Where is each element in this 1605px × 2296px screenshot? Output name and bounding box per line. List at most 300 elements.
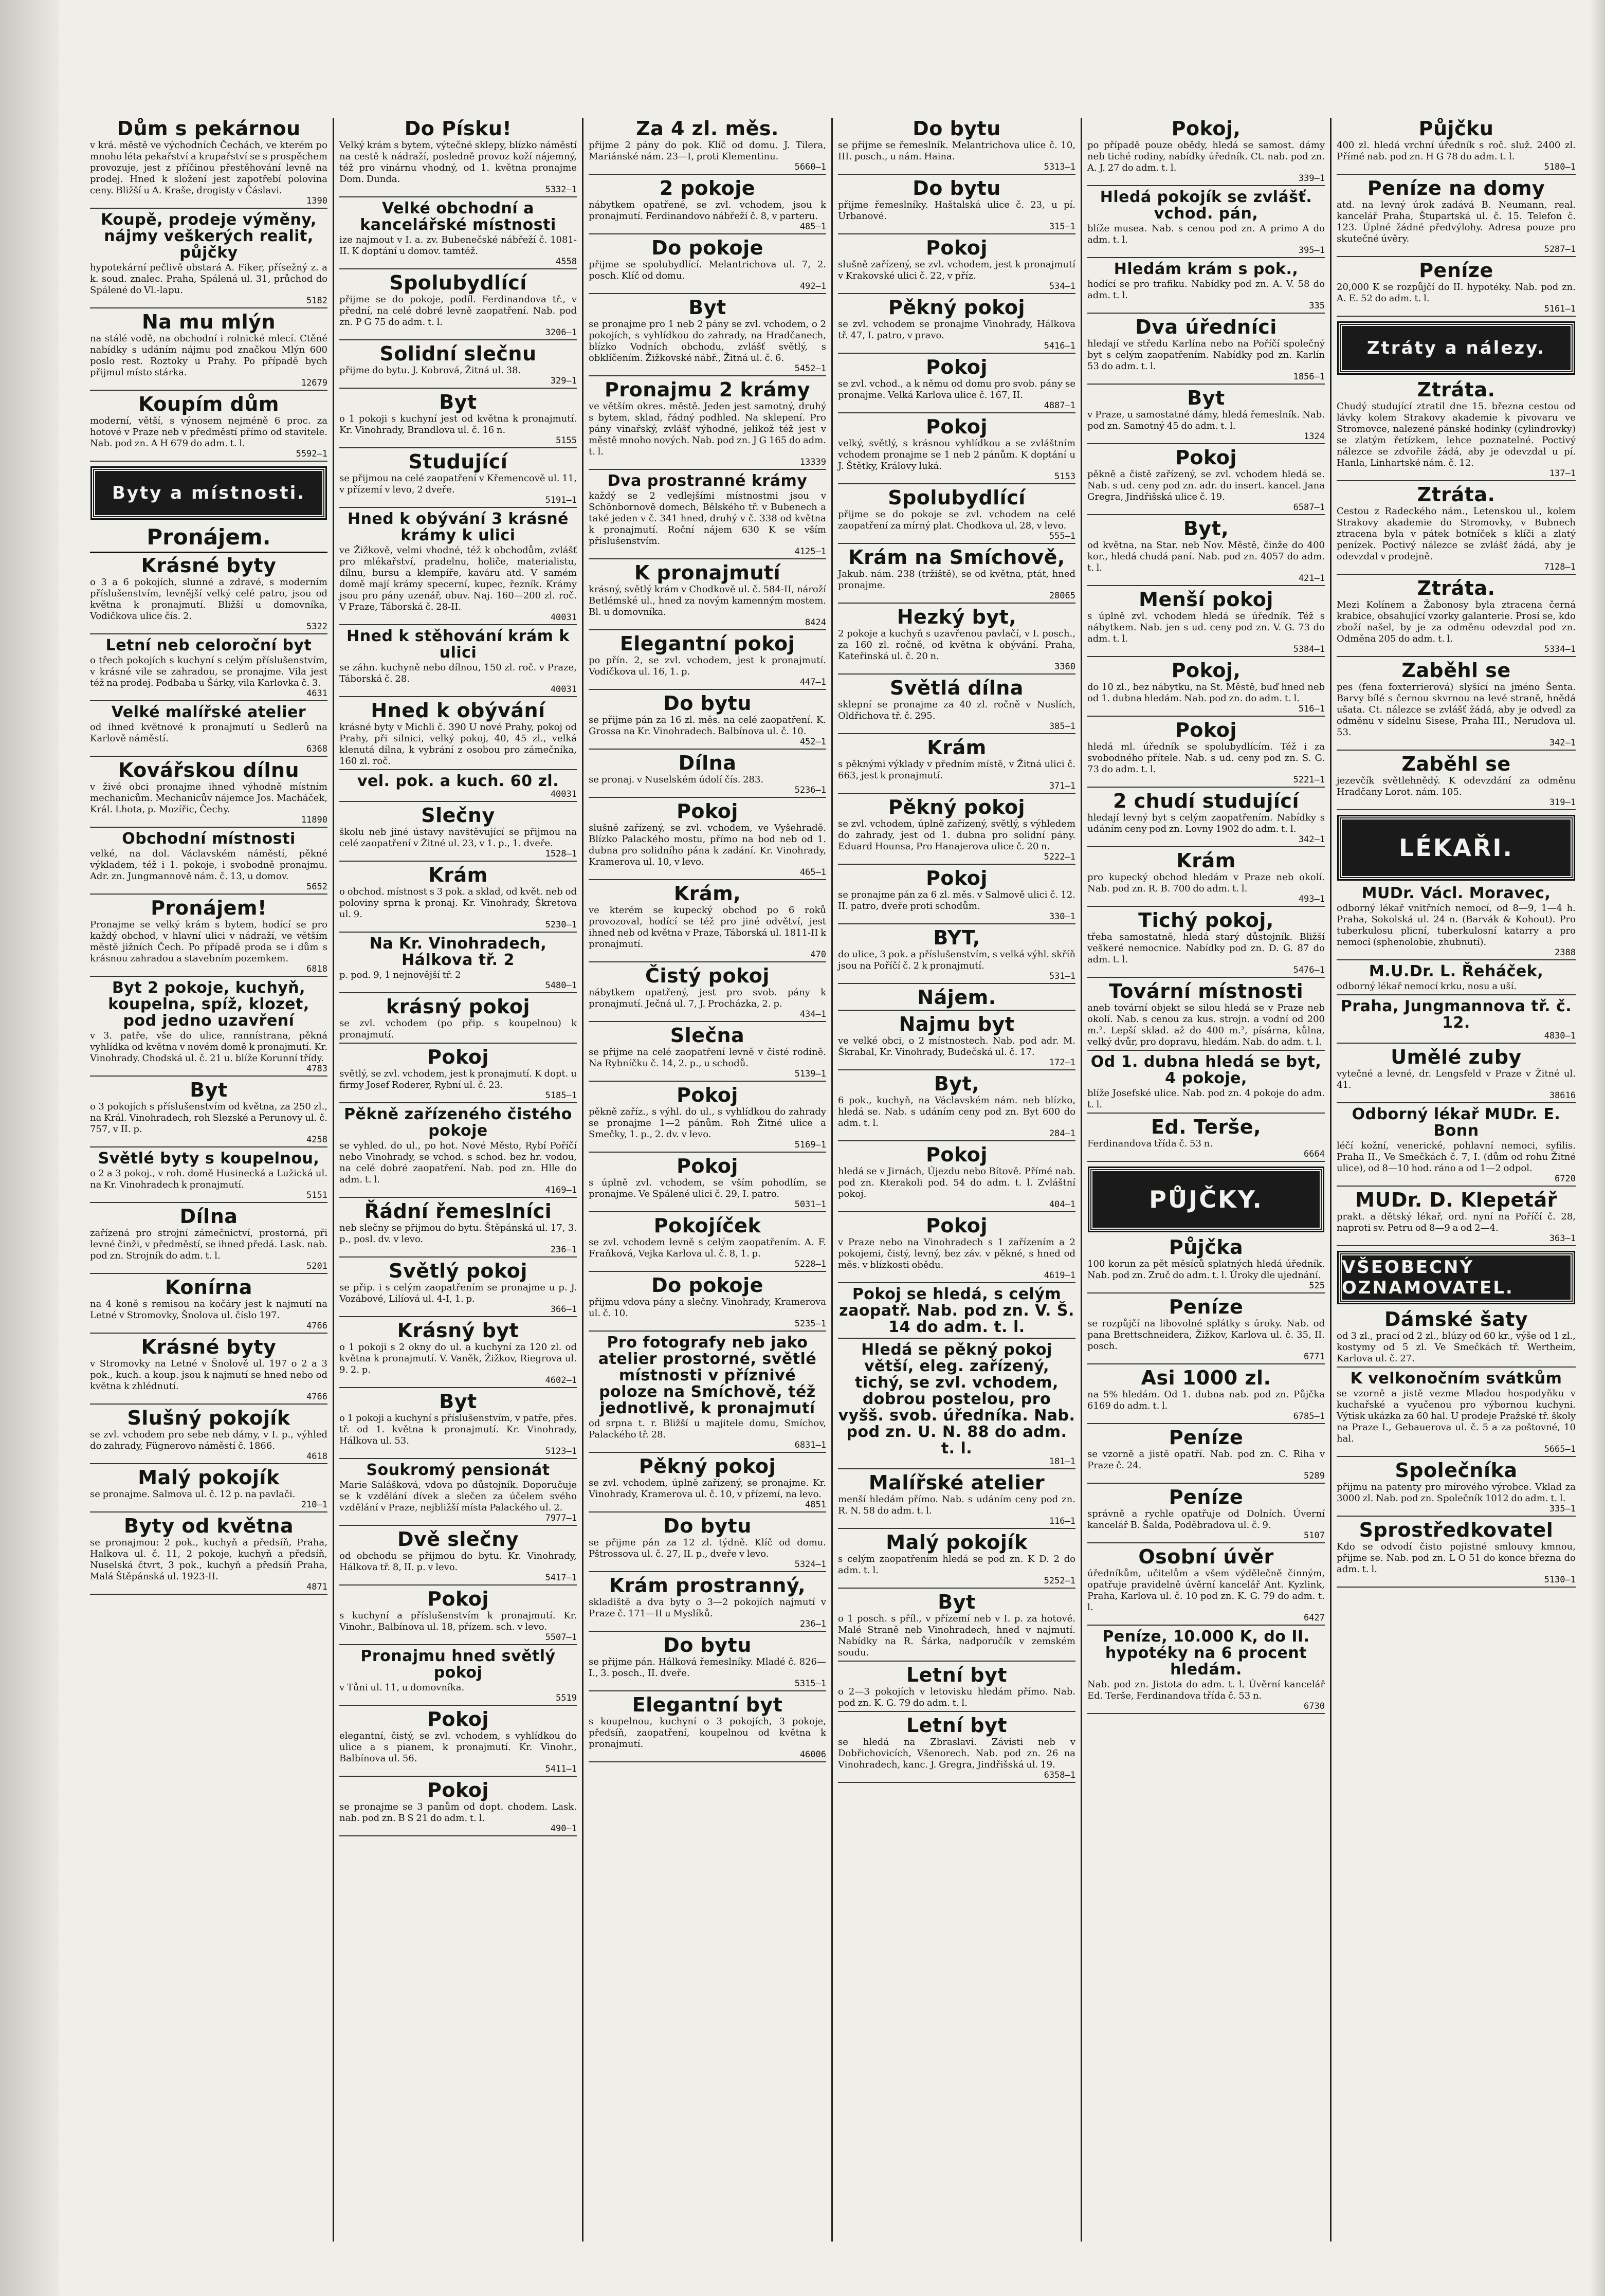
ad-divider (838, 1468, 1075, 1469)
ad-reference-number: 6730 (1304, 1701, 1325, 1711)
ad-body: se rozpůjčí na libovolné splátky s úroky. Nab. od pana Brettschneidera, Žižkov, Karlova ul. č. 35, II. posch. (1087, 1318, 1325, 1352)
ad-body: se záhn. kuchyně nebo dílnou, 150 zl. roč. v Praze, Táborská č. 28. (339, 662, 577, 684)
ad-title: Peníze, 10.000 K, do II. hypotéky na 6 procent hledám. (1102, 1628, 1310, 1679)
ad-body: sklepní se pronajme za 40 zl. ročně v Nuslích, Oldřichova tř. č. 295. (838, 699, 1075, 721)
classified-ad (838, 297, 1075, 354)
classified-ad (838, 238, 1075, 294)
classified-ad (589, 801, 826, 880)
ad-reference-number: 4169—1 (545, 1185, 577, 1195)
ad-title: Zaběhl se (1401, 659, 1511, 682)
classified-ad (339, 1462, 577, 1526)
ad-body: 100 korun za pět měsíců splatných hledá úředník. Nab. pod zn. Zruč do adm. t. l. Úroky dle ujednání. (1087, 1259, 1325, 1281)
ad-body: s úplně zvl. vchodem hledá se úředník. Též s nábytkem. Nab. jen s ud. ceny pod zn. V. G. 73 do adm. t. l. (1087, 611, 1325, 644)
ad-divider (339, 769, 577, 770)
ad-title: Krám (927, 736, 987, 759)
classified-ad (1337, 1047, 1576, 1103)
ad-title: Krám (428, 864, 488, 886)
ad-divider (90, 1404, 327, 1405)
ad-body: pes (fena foxterrierová) slyšící na jméno Šenta. Barvy bílé s černou skvrnou na levé straně, hnědá ušata. Ct. nálezce se zvlášť žádá, aby je odvedl za odměnu v sídelnu Sisese, Praha III., Nerudova ul. 53. (1337, 682, 1576, 738)
ad-body: o 1 pokoji s kuchyní jest od května k pronajmutí. Kr. Vinohrady, Brandlova ul. č. 16 n. (339, 413, 577, 435)
ad-reference-number: 7128—1 (1544, 562, 1576, 572)
ad-reference-number: 4631 (306, 688, 327, 699)
ad-body: se pronajme pán za 6 zl. měs. v Salmově ulici č. 12. II. patro, dveře proti schodům. (838, 889, 1075, 912)
ad-divider (589, 1511, 826, 1513)
ad-body: Mezi Kolínem a Žabonosy byla ztracena černá krabice, obsahující vzorky galanterie. Prosí se, kdo zboží našel, by je za odměnu odevzdal pod zn. Odměna 205 do adm. t. l. (1337, 599, 1576, 644)
ad-reference-number: 236—1 (799, 1619, 826, 1629)
ad-body: v Praze nebo na Vinohradech s 1 zařízením a 2 pokojemi, čistý, levný, bez záv. v pěkné, s hned od měs. v blízkosti obědu. (838, 1237, 1075, 1270)
ad-body: atd. na levný úrok zadává B. Neumann, real. kancelář Praha, Štupartská ul. č. 15. Telefon č. 123. Úplné žádné předvýlohy. Adresa pouze pro skutečné úvěry. (1337, 199, 1576, 244)
ad-divider (589, 1452, 826, 1453)
ad-divider (90, 1146, 327, 1147)
ad-title: Dámské šaty (1384, 1308, 1528, 1331)
ad-title: Pokoj (1175, 446, 1237, 469)
classified-ad (838, 868, 1075, 924)
ad-reference-number: 4783 (306, 1064, 327, 1074)
ad-body: Kdo se odvodí čisto pojistné smlouvy kmnou, přijme se. Nab. pod zn. L O 51 do konce března do adm. t. l. (1337, 1541, 1576, 1575)
ad-title: Krásný byt (397, 1319, 519, 1342)
ad-title: Pokoj, (1171, 118, 1241, 140)
ad-title: Osobní úvěr (1138, 1545, 1274, 1568)
classified-ad (838, 987, 1075, 1011)
ad-divider (589, 1690, 826, 1691)
classified-ad (339, 343, 577, 389)
ad-body: 400 zl. hledá vrchní úředník s roč. služ. 2400 zl. Přímé nab. pod zn. H G 78 do adm. t. l. (1337, 140, 1576, 162)
ad-title: Pokoj (926, 356, 988, 378)
ad-title: Hezký byt, (897, 606, 1017, 628)
classified-ad (589, 238, 826, 294)
ad-title: Malý pokojík (886, 1531, 1028, 1554)
ad-divider (1087, 585, 1325, 586)
ad-body: se zvl. vchodem (po přip. s koupelnou) k pronajmutí. (339, 1018, 577, 1040)
ad-title: Ztráta. (1417, 483, 1495, 506)
classified-ad (1337, 754, 1576, 810)
ad-divider (589, 469, 826, 470)
ad-title: Slečny (421, 804, 495, 827)
ad-title: Velké malířské atelier (111, 703, 306, 721)
ad-title: Nájem. (917, 986, 996, 1009)
ad-body: pěkně a čistě zařízený, se zvl. vchodem hledá se. Nab. s ud. ceny pod zn. adr. do insert. kancel. Jana Gregra, Jindřišská ulice č. 19. (1087, 469, 1325, 502)
ad-body: moderní, větší, s výnosem nejméně 6 proc. za hotové v Praze neb v předměstí přímo od stavitele. Nab. pod zn. A H 679 do adm. t. l. (90, 415, 327, 449)
ad-reference-number: 6587—1 (1293, 502, 1325, 513)
ad-reference-number: 2388 (1555, 947, 1576, 958)
ad-body: krásný, světlý krám v Chodkově ul. č. 584-II, nároží Betlémské ul., hned za novým kamenným mostem. Bl. u domovníka. (589, 584, 826, 617)
ad-title: Koupě, prodeje výměny, nájmy veškerých realit, půjčky (101, 211, 317, 262)
ad-reference-number: 404—1 (1049, 1199, 1075, 1210)
ad-title: Pokoj (677, 1084, 738, 1106)
ad-divider (339, 1256, 577, 1258)
ad-reference-number: 5182 (306, 296, 327, 306)
section-banner: VŠEOBECNÝ OZNAMOVATEL. (1339, 1252, 1574, 1303)
ad-body: ve větším okres. městě. Jeden jest samotný, druhý s bytem, sklad, řádný podhled. Na sklepení. Pro pány vinařský, zvlášť výhodné, jelikož též jest v městě mnoho nových. Nab. pod zn. J G 165 do adm. t. l. (589, 401, 826, 457)
ad-title: Hned k obývání 3 krásné krámy k ulici (347, 510, 569, 544)
classified-ad (1087, 1629, 1325, 1714)
ad-reference-number: 490—1 (550, 1824, 577, 1834)
ad-title: Tovární místnosti (1108, 980, 1304, 1003)
ad-title: Pokoj (926, 236, 988, 259)
ad-body: o 3 a 6 pokojích, slunné a zdravé, s moderním příslušenstvím, levnější velký celé patro, jsou od května k pronajmutí. Bližší u domovníka, Vodičkova ulice čís. 2. (90, 577, 327, 622)
ad-body: ize najmout v I. a. zv. Bubenečské nábřeží č. 1081-II. K doptání u domov. tamtéž. (339, 234, 577, 257)
ad-title: Dva prostranné krámy (607, 472, 808, 490)
ad-title: Dílna (179, 1205, 238, 1228)
ad-title: M.U.Dr. L. Řeháček, (1369, 962, 1544, 980)
ad-reference-number: 6785—1 (1293, 1411, 1325, 1422)
ad-divider (339, 1835, 577, 1836)
section-banner: LÉKAŘI. (1339, 816, 1574, 879)
ad-divider (339, 1705, 577, 1706)
ad-divider (589, 1271, 826, 1272)
ad-reference-number: 342—1 (1549, 738, 1576, 748)
ad-body: světlý, se zvl. vchodem, jest k pronajmutí. K dopt. u firmy Josef Roderer, Rybní ul. č. 23. (339, 1068, 577, 1090)
classified-ad (1087, 910, 1325, 978)
ad-body: o 2—3 pokojích v letovisku hledám přímo. Nab. pod zn. K. G. 79 do adm. t. l. (838, 1686, 1075, 1708)
ad-title: Zaběhl se (1401, 753, 1511, 775)
ad-title: Pokoj (926, 867, 988, 889)
ad-divider (838, 1140, 1075, 1141)
ad-body: o třech pokojích s kuchyní s celým příslušenstvím, v krásné vile se zahradou, se pronajme. Vila jest též na prodej. Podbaba u Šárky, vila Karlovka č. 3. (90, 655, 327, 688)
ad-body: hodící se pro trafiku. Nabídky pod zn. A. V. 58 do adm. t. l. (1087, 279, 1325, 301)
ad-divider (1337, 256, 1576, 257)
ad-reference-number: 40031 (550, 612, 577, 623)
ad-body: od 3 zl., prací od 2 zl., blúzy od 60 kr., výše od 1 zl., kostymy od 5 zl. Ve Smečkách tř. Wertheim, Karlova ul. č. 27. (1337, 1331, 1576, 1364)
ad-reference-number: 5592—1 (296, 449, 327, 459)
ad-body: Ferdinandova třída č. 53 n. (1087, 1138, 1213, 1149)
classified-ad (339, 700, 577, 770)
ad-title: Peníze (1419, 259, 1493, 282)
ad-body: Velký krám s bytem, výtečné sklepy, blízko náměstí na cestě k nádraží, posledně provoz koží nájemný, též pro vinárnu vhodný, od 1. května pronajme Dom. Dunda. (339, 140, 577, 185)
ad-divider (339, 1043, 577, 1044)
ad-divider (589, 1081, 826, 1082)
ad-title: Krám, (673, 882, 741, 905)
ad-title: Ztráta. (1417, 577, 1495, 599)
ad-body: 2 pokoje a kuchyň s uzavřenou pavlačí, v I. posch., za 160 zl. ročně, od května k obývání. Praha, Kateřinská ul. č. 20 n. (838, 628, 1075, 662)
classified-ad (1087, 1297, 1325, 1364)
ad-divider (1337, 1245, 1576, 1246)
classified-ad (1087, 388, 1325, 444)
ad-reference-number: 5252—1 (1044, 1576, 1075, 1586)
classified-ad (1087, 720, 1325, 788)
ad-divider (1087, 313, 1325, 314)
classified-ad (1337, 1520, 1576, 1588)
ad-title: Odborný lékař MUDr. E. Bonn (1352, 1105, 1561, 1140)
ad-divider (1337, 1456, 1576, 1457)
ad-reference-number: 5155 (556, 435, 577, 446)
ad-reference-number: 4125—1 (794, 546, 826, 557)
ad-divider (589, 1631, 826, 1632)
ad-body: odborný lékař nemocí krku, nosu a uší. (1337, 981, 1517, 992)
classified-ad (589, 753, 826, 798)
ad-reference-number: 1390 (306, 196, 327, 206)
ad-body: v krá. městě ve východních Čechách, ve kterém po mnoho léta pekařství a krupařství se s prospěchem provozuje, jest z příčinou přestěhování levně na prodej. Hned k složení jest zapotřebí polovina ceny. Bližší u A. Kraše, drogisty v Čáslavi. (90, 140, 327, 196)
ad-body: se zvl. vchodem pro sebe neb dámy, v I. p., výhled do zahrady, Fügnerovo náměstí č. 1866. (90, 1429, 327, 1451)
ad-divider (1087, 656, 1325, 657)
ad-divider (1087, 1363, 1325, 1364)
ad-divider (1337, 809, 1576, 810)
classified-ad (589, 883, 826, 962)
ad-title: Obchodní místnosti (122, 830, 296, 848)
ad-reference-number: 4602—1 (545, 1375, 577, 1386)
classified-ad (589, 379, 826, 470)
ad-divider (1337, 574, 1576, 575)
classified-ad (589, 562, 826, 630)
classified-ad (838, 547, 1075, 604)
ad-divider (339, 1525, 577, 1526)
ad-title: MUDr. Václ. Moravec, (1361, 884, 1551, 902)
ad-title: Byty od května (123, 1515, 294, 1537)
ad-title: Slušný pokojík (127, 1407, 290, 1429)
ad-reference-number: 366—1 (550, 1304, 577, 1315)
ad-body: blíže musea. Nab. s cenou pod zn. A primo A do adm. t. l. (1087, 223, 1325, 245)
classified-ad (339, 628, 577, 697)
ad-reference-number: 5185—1 (545, 1090, 577, 1101)
ad-title: Společníka (1395, 1459, 1518, 1482)
classified-ad (1087, 850, 1325, 907)
ad-title: Pěkný pokoj (639, 1455, 776, 1478)
ad-title: Letní byt (906, 1664, 1008, 1686)
ad-body: přijme se do pokoje se zvl. vchodem na celé zaopatření za mírný plat. Chodkova ul. 28, v levo. (838, 509, 1075, 531)
ad-body: se přijmou na celé zaopatření v Křemencově ul. 11, v přízemí v levo, 2 dveře. (339, 473, 577, 495)
classified-ad (589, 1275, 826, 1332)
ad-body: Nab. pod zn. Jistota do adm. t. l. Úvěrní kancelář Ed. Terše, Ferdinandova třída č. 53 n. (1087, 1679, 1325, 1701)
ad-reference-number: 1856—1 (1293, 372, 1325, 382)
classified-ad (589, 118, 826, 175)
ad-divider (838, 543, 1075, 544)
ad-reference-number: 5334—1 (1544, 644, 1576, 654)
ad-title: Řádní řemeslníci (364, 1200, 552, 1223)
ad-reference-number: 5201 (306, 1261, 327, 1271)
ad-reference-number: 485—1 (799, 222, 826, 232)
ad-body: s pěknými výklady v předním místě, v Žitná ulici č. 663, jest k pronajmutí. (838, 759, 1075, 781)
ad-title: Do bytu (913, 177, 1001, 199)
classified-ad (838, 797, 1075, 865)
ad-body: Marie Salášková, vdova po důstojník. Doporučuje se k vzdělání dívek a slečen za účelem svého vzdělání v Praze, nejbližší místa Palackého ul. 2. (339, 1480, 577, 1513)
ad-title: 2 chudí studující (1113, 790, 1299, 812)
ad-divider (1337, 1587, 1576, 1588)
ad-body: po případě pouze obědy, hledá se samost. dámy neb tiché rodiny, nabídky úředník. Ct. nab. pod zn. A. J. 27 do adm. t. l. (1087, 140, 1325, 173)
ad-divider (838, 293, 1075, 294)
ad-title: BYT, (933, 926, 980, 949)
ad-body: nábytkem opatřený, jest pro svob. pány k pronajmutí. Ječná ul. 7, J. Procházka, 2. p. (589, 987, 826, 1009)
ad-reference-number: 330—1 (1049, 912, 1075, 922)
ad-reference-number: 5384—1 (1293, 644, 1325, 654)
classified-ad (339, 1589, 577, 1645)
classified-ad (339, 272, 577, 340)
classified-ad (589, 1215, 826, 1272)
ad-divider (838, 1338, 1075, 1339)
classified-ad (838, 1014, 1075, 1070)
ad-title: Soukromý pensionát (366, 1461, 550, 1479)
ad-divider (838, 483, 1075, 484)
ad-title: Byt, (934, 1072, 980, 1095)
classified-ad (589, 1516, 826, 1572)
ad-divider (90, 390, 327, 391)
ad-body: vytečné a levné, dr. Lengsfeld v Praze v Žitné ul. 41. (1337, 1068, 1576, 1090)
classified-ad (838, 178, 1075, 234)
ad-title: Peníze (1169, 1486, 1244, 1508)
ad-divider (1087, 257, 1325, 258)
ad-divider (1337, 1366, 1576, 1368)
ad-title: Hledám krám s pok., (1114, 260, 1299, 278)
ad-body: se zvl. vchodem se pronajme Vinohrady, Hálkova tř. 47, I. patro, v pravo. (838, 319, 1075, 341)
ad-title: Sprostředkovatel (1359, 1519, 1554, 1541)
ad-divider (90, 1202, 327, 1203)
ad-divider (90, 633, 327, 634)
ad-divider (589, 1331, 826, 1332)
classified-ad (90, 1516, 327, 1595)
ad-divider (838, 353, 1075, 354)
ad-reference-number: 5151 (306, 1190, 327, 1200)
ad-reference-number: 5130—1 (1544, 1575, 1576, 1585)
ad-title: Do pokoje (651, 236, 763, 259)
ad-body: neb slečny se přijmou do bytu. Štěpánská ul. 17, 3. p., posl. dv. v levo. (339, 1223, 577, 1245)
page-edge-shadow-right (1590, 0, 1605, 2296)
ad-reference-number: 137—1 (1549, 468, 1576, 479)
ad-title: Elegantní byt (632, 1693, 783, 1716)
ad-divider (838, 1661, 1075, 1662)
ad-divider (838, 733, 1075, 734)
column-1 (85, 118, 334, 2242)
ad-title: Na Kr. Vinohradech, Hálkova tř. 2 (369, 935, 547, 969)
ad-title: Dům s pekárnou (117, 118, 301, 140)
classified-ad (589, 178, 826, 234)
ad-divider (1087, 1542, 1325, 1543)
ad-body: každý se 2 vedlejšími místnostmi jsou v Schönbornově domech, Bělského tř. v Bubenech a také jeden v č. 341 hned, druhý v č. 338 od května k pronajmutí. Roční nájem 630 K se vším příslušenstvím. (589, 490, 826, 546)
classified-ad (838, 487, 1075, 544)
classified-ad (339, 996, 577, 1044)
ad-body: se pronajme. Salmova ul. č. 12 p. na pavlači. (90, 1489, 296, 1500)
ad-body: s koupelnou, kuchyní o 3 pokojích, 3 pokoje, předsíň, zaopatření, koupelnou od května k pronajmutí. (589, 1716, 826, 1750)
ad-title: Velké obchodní a kancelářské místnosti (360, 199, 556, 234)
ad-body: se zvl. vchod., a k němu od domu pro svob. pány se pronajme. Velká Karlova ulice č. 167, II. (838, 378, 1075, 400)
ad-reference-number: 8424 (805, 617, 826, 628)
ad-reference-number: 5222—1 (1044, 852, 1075, 862)
column-6 (1332, 118, 1581, 2242)
ad-body: o obchod. místnost s 3 pok. a sklad, od květ. neb od poloviny sprna k pronaj. Kr. Vinohrady, Škretova ul. 9. (339, 886, 577, 920)
ad-body: se přip. i s celým zaopatřením se pronajme u p. J. Vozábové, Lilíová ul. 4-I, 1. p. (339, 1282, 577, 1304)
ad-divider (1337, 1043, 1576, 1044)
ad-title: Do Písku! (404, 118, 512, 140)
ad-divider (838, 603, 1075, 604)
ad-title: Byt (190, 1079, 228, 1101)
ad-reference-number: 531—1 (1049, 971, 1075, 981)
classified-ad (339, 1047, 577, 1103)
section-heading: Pronájem. (90, 524, 327, 553)
ad-divider (838, 174, 1075, 175)
ad-reference-number: 5123—1 (545, 1446, 577, 1456)
ad-body: hledají ve středu Karlína nebo na Poříčí společný byt s celým zaopatřením. Nabídky pod zn. Karlín 53 do adm. t. l. (1087, 338, 1325, 372)
ad-reference-number: 5236—1 (794, 785, 826, 795)
classified-ad (339, 1648, 577, 1706)
ad-body: hledají levný byt s celým zaopatřením. Nabídky s udáním ceny pod zn. Lovny 1902 do adm. t. l. (1087, 812, 1325, 834)
ad-title: Hned k obývání (371, 699, 545, 722)
ad-body: 6 pok., kuchyň, na Václavském nám. neb blízko, hledá se. Nab. s udáním ceny pod zn. Byt 600 do adm. t. l. (838, 1095, 1075, 1128)
ad-body: o 1 pokoji a kuchyní s příslušenstvím, v patře, přes. tř. od 1. května k pronajmutí. Kr. Vinohrady, Hálkova ul. 53. (339, 1413, 577, 1446)
classified-ad (838, 1342, 1075, 1469)
ad-reference-number: 46006 (799, 1750, 826, 1760)
classified-ad (339, 1709, 577, 1777)
ad-body: pěkně zaříz., s výhl. do ul., s vyhlídkou do zahrady se pronajme 1—2 pánům. Roh Žitné ulice a Smečky, 1. p., 2. dv. v levo. (589, 1106, 826, 1140)
ad-divider (339, 696, 577, 697)
ad-reference-number: 5230—1 (545, 920, 577, 930)
ad-reference-number: 28065 (1049, 591, 1075, 601)
ad-title: Peníze (1169, 1296, 1244, 1318)
ad-reference-number: 342—1 (1298, 834, 1325, 845)
ad-divider (339, 388, 577, 389)
ad-body: Jakub. nám. 238 (tržiště), se od května, ptát, hned pronajme. (838, 569, 1075, 591)
classified-ad (90, 1467, 327, 1513)
section-banner: Byty a místnosti. (92, 468, 325, 518)
ad-divider (589, 629, 826, 630)
ad-reference-number: 5476—1 (1293, 965, 1325, 975)
classified-ad (339, 451, 577, 508)
ad-reference-number: 6720 (1555, 1174, 1576, 1184)
ad-title: K velkonočním svátkům (1350, 1370, 1562, 1388)
ad-reference-number: 5665—1 (1544, 1444, 1576, 1454)
classified-ad (1337, 660, 1576, 751)
classified-ad (589, 1694, 826, 1762)
classified-ad (90, 394, 327, 462)
ad-body: se pronajme pro 1 neb 2 pány se zvl. vchodem, o 2 pokojích, s vyhlídkou do zahrady, na Hradčanech, blízko Vodních obchodu, zvlášť světlý, s obklíčením. Žižkovské nábř., Žitná ul. č. 6. (589, 319, 826, 363)
ad-body: v Tůni ul. 11, u domovníka. (339, 1682, 465, 1693)
ad-reference-number: 465—1 (799, 867, 826, 878)
classified-ad (1087, 791, 1325, 847)
ad-divider (339, 1316, 577, 1317)
section-banner: Ztráty a nálezy. (1339, 323, 1574, 373)
ad-reference-number: 5452—1 (794, 363, 826, 374)
classified-ad (1337, 998, 1576, 1044)
classified-ad (1087, 1368, 1325, 1424)
classified-ad (589, 1635, 826, 1691)
ad-title: Byt (439, 391, 477, 413)
ad-body: v Praze, u samostatné dámy, hledá řemeslník. Nab. pod zn. Samotný 45 do adm. t. l. (1087, 409, 1325, 431)
ad-reference-number: 5313—1 (1044, 162, 1075, 172)
classified-ad (838, 357, 1075, 413)
classified-ad (1337, 118, 1576, 175)
ad-reference-number: 7977—1 (545, 1513, 577, 1523)
ad-divider (339, 1102, 577, 1103)
ad-divider (339, 624, 577, 625)
ad-divider (1087, 977, 1325, 978)
ad-title: Krásné byty (141, 1336, 277, 1358)
ad-reference-number: 116—1 (1049, 1516, 1075, 1526)
ad-divider (589, 1021, 826, 1022)
ad-reference-number: 319—1 (1549, 797, 1576, 808)
ad-reference-number: 447—1 (799, 677, 826, 687)
ad-reference-number: 525 (1309, 1281, 1325, 1291)
classified-ad (1087, 447, 1325, 515)
classified-ad (838, 927, 1075, 984)
ad-divider (90, 700, 327, 701)
ad-title: Malý pokojík (138, 1466, 280, 1489)
ad-body: skladiště a dva byty o 3—2 pokojích najmutí v Praze č. 171—II u Myslíků. (589, 1597, 826, 1619)
classified-ad (1087, 518, 1325, 586)
ad-title: Byt (938, 1591, 976, 1613)
ad-divider (589, 375, 826, 376)
ad-title: Menší pokoj (1139, 588, 1273, 611)
ad-reference-number: 5287—1 (1544, 244, 1576, 254)
ad-title: Pokoj (677, 1155, 738, 1177)
ad-reference-number: 4766 (306, 1321, 327, 1331)
ad-body: přijme se spolubydlící. Melantrichova ul. 7, 2. posch. Klíč od domu. (589, 259, 826, 281)
ad-reference-number: 385—1 (1049, 721, 1075, 732)
ad-body: v Stromovky na Letné v Šnolově ul. 197 o 2 a 3 pok., kuch. a koup. jsou k najmutí se hned nebo od května k zhlédnutí. (90, 1358, 327, 1392)
ad-body: se přijme pán za 12 zl. týdně. Klíč od domu. Pštrossova ul. č. 27, II. p., dveře v levo. (589, 1537, 826, 1559)
classified-ad (1087, 1487, 1325, 1543)
classified-ad (1337, 178, 1576, 257)
ad-reference-number: 6831—1 (794, 1440, 826, 1450)
classified-ad (1337, 885, 1576, 960)
ad-reference-number: 5169—1 (794, 1140, 826, 1150)
ad-title: MUDr. D. Klepetář (1355, 1189, 1557, 1211)
